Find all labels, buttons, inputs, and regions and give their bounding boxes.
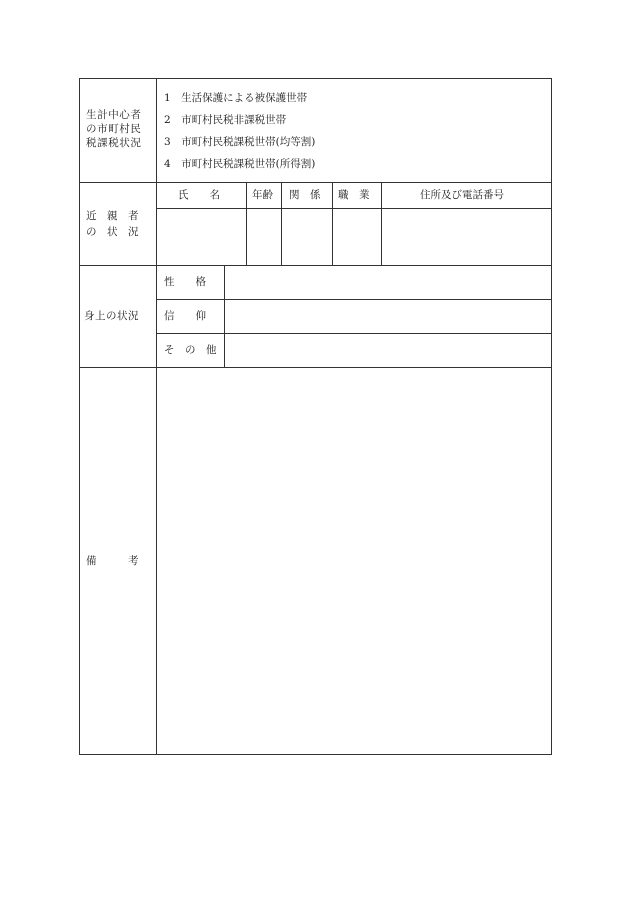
header-occupation: 職 業 — [338, 189, 370, 201]
relatives-relation-cell[interactable] — [282, 209, 332, 265]
tax-option-1: 1 生活保護による被保護世帯 — [164, 92, 308, 104]
form-table — [79, 78, 552, 755]
relatives-age-cell[interactable] — [247, 209, 281, 265]
header-age: 年齢 — [252, 189, 273, 201]
tax-status-label-line: 税課税状況 — [86, 137, 142, 149]
relatives-address-cell[interactable] — [382, 209, 551, 265]
tax-option-3: 3 市町村民税課税世帯(均等割) — [164, 136, 316, 148]
header-name: 氏 名 — [178, 189, 220, 201]
tax-status-label — [86, 108, 142, 150]
faith-label: 信 仰 — [164, 310, 206, 322]
remarks-cell[interactable] — [157, 368, 551, 754]
personality-cell[interactable] — [225, 266, 551, 299]
remarks-label: 備 考 — [86, 555, 139, 567]
relatives-label-line: 近 親 者 — [86, 210, 139, 222]
tax-option-2: 2 市町村民税非課税世帯 — [164, 114, 287, 126]
relatives-label-line: の 状 況 — [86, 226, 139, 238]
faith-cell[interactable] — [225, 300, 551, 333]
relatives-occupation-cell[interactable] — [333, 209, 381, 265]
tax-option-4: 4 市町村民税課税世帯(所得割) — [164, 158, 316, 170]
header-relation: 関 係 — [289, 189, 321, 201]
personality-label: 性 格 — [164, 276, 206, 288]
tax-status-label-line: 生計中心者 — [86, 109, 142, 121]
other-label: そ の 他 — [164, 344, 217, 356]
header-address: 住所及び電話番号 — [420, 189, 504, 201]
personal-status-label: 身上の状況 — [84, 310, 139, 322]
relatives-label — [86, 208, 139, 240]
other-cell[interactable] — [225, 334, 551, 367]
relatives-name-cell[interactable] — [157, 209, 246, 265]
divider-row1 — [80, 182, 551, 183]
tax-status-label-line: の市町村民 — [86, 123, 142, 135]
